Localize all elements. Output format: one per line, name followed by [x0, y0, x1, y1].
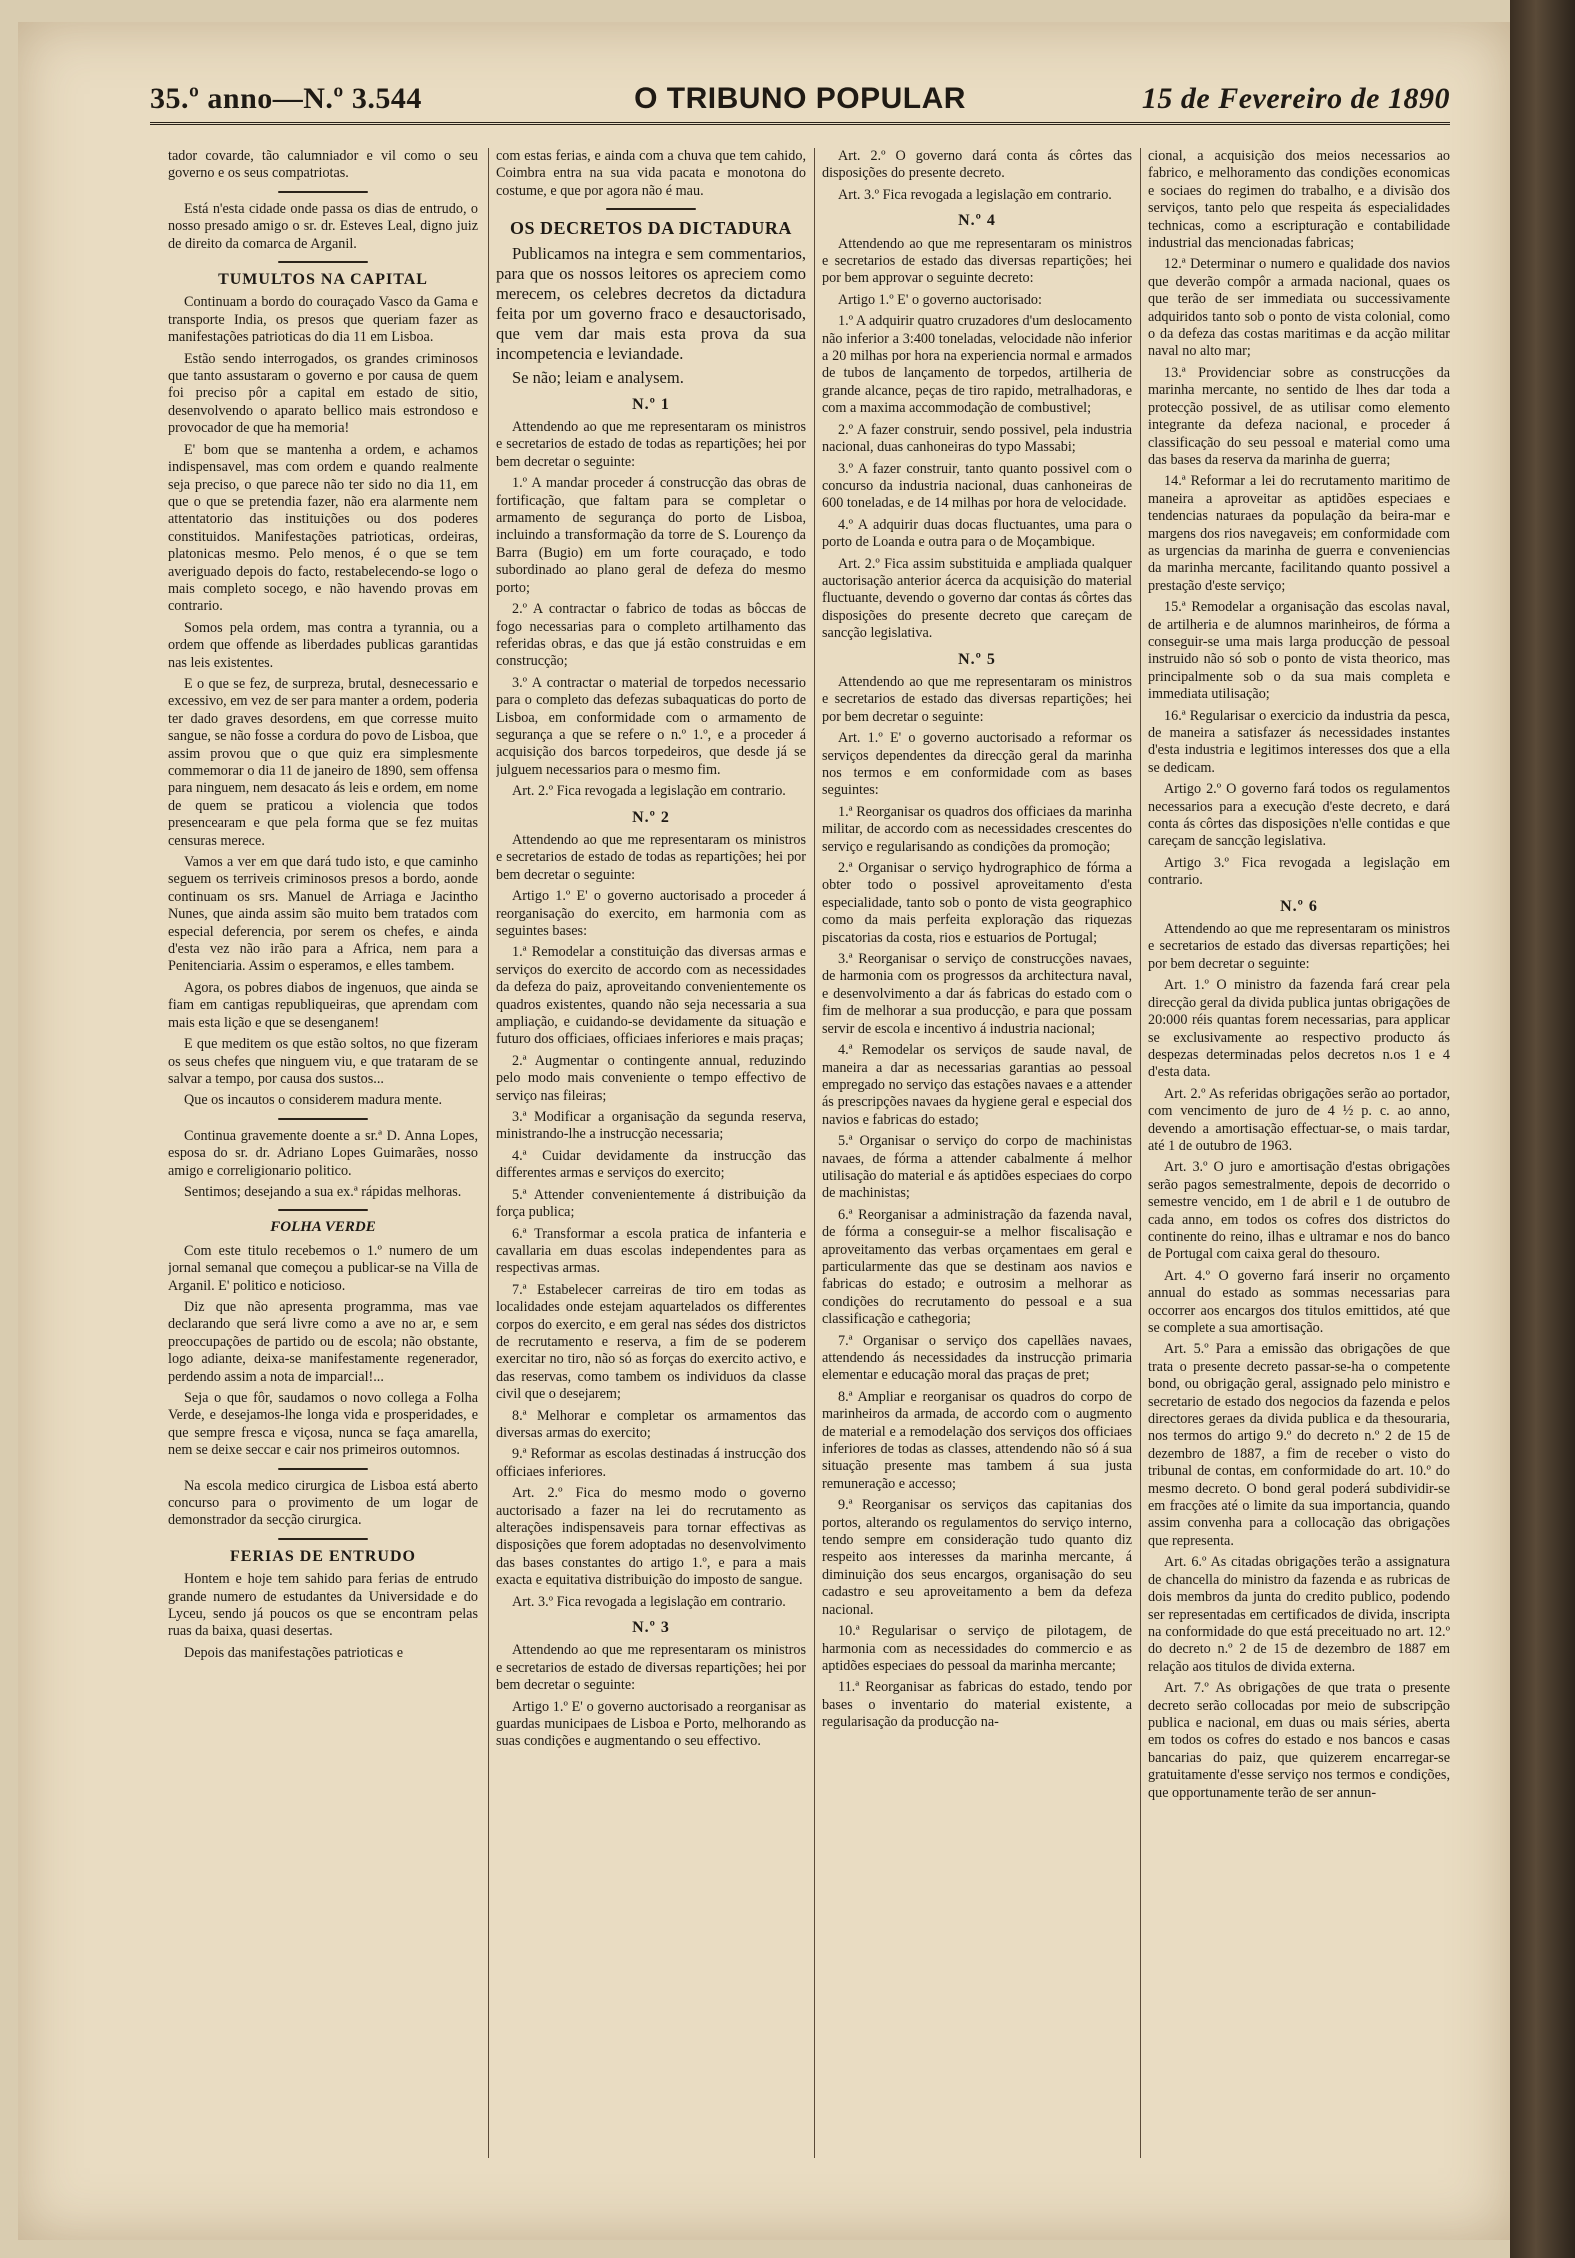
- paragraph: 1.ª Remodelar a constituição das diversas armas e serviços do exercito de accordo com as necessidades da defeza do paiz, aproveitando convenientemente os quadros existentes, quando não seja necessaria a sua ampliação, e cuidando-se devidamente da situação e futuro dos officiaes, officiaes inferiores e mais praças;: [496, 944, 806, 1048]
- decree-number: N.º 2: [632, 808, 670, 826]
- paragraph: Art. 2.º Fica do mesmo modo o governo auctorisado a fazer na lei do recrutamento as alterações indispensaveis para tornar effectivas as disposições que forem adoptadas no desenvolvimento das bases constantes do artigo 1.º, e para a mais exacta e equitativa distribuição do imposto de sangue.: [496, 1485, 806, 1589]
- paragraph: Art. 1.º O ministro da fazenda fará crear pela direcção geral da divida publica juntas obrigações de 20:000 réis quantas forem necessarias, para applicar se exclusivamente ao respectivo producto ás despezas determinadas pelos decretos n.os 1 e 4 d'esta data.: [1148, 977, 1450, 1081]
- divider: [606, 208, 696, 210]
- paragraph: 1.ª Reorganisar os quadros dos officiaes da marinha militar, de accordo com as necessidades crescentes do serviço e regularisando as condições da promoção;: [822, 803, 1132, 855]
- paragraph: Depois das manifestações patrioticas e: [184, 1644, 404, 1661]
- paragraph: Attendendo ao que me representaram os ministros e secretarios de estado das diversas repartições; hei por bem approvar o seguinte decreto:: [822, 235, 1132, 287]
- paragraph: 13.ª Providenciar sobre as construcções da marinha mercante, no sentido de lhes dar toda a protecção possivel, de as utilisar como elemento integrante da defeza nacional, e proceder á classificação do seu pessoal e material como uma das bases da reserva da marinha de guerra;: [1148, 364, 1450, 468]
- paragraph: tador covarde, tão calumniador e vil como o seu governo e os seus compatriotas.: [168, 148, 478, 182]
- paragraph: Agora, os pobres diabos de ingenuos, que ainda se fiam em cantigas republiqueiras, que aprendam com mais esta lição e que se desenganem!: [168, 979, 478, 1031]
- paragraph: Art. 7.º As obrigações de que trata o presente decreto serão collocadas por meio de subscripção publica e nacional, em duas ou mais séries, aberta em todos os cofres do estado e nos bancos e casas bancarias do paiz, que quizerem encarregar-se gratuitamente d'esse serviço nos termos e condições, que opportunamente terão de ser annun-: [1148, 1680, 1450, 1801]
- paragraph: Attendendo ao que me representaram os ministros e secretarios de estado de todas as repartições; hei por bem decretar o seguinte:: [496, 831, 806, 883]
- column-rule: [814, 148, 815, 2158]
- paragraph: 7.ª Organisar o serviço dos capellães navaes, attendendo ás necessidades da instrucção primaria elementar e educação moral das praças de pret;: [822, 1332, 1132, 1384]
- divider: [278, 261, 368, 263]
- paragraph: Diz que não apresenta programma, mas vae declarando que será livre como a ave no ar, e sem preoccupações de partido ou de escola; não obstante, logo adiante, deixa-se manifestamente regenerador, perdendo assim a nota de imparcial!...: [168, 1298, 478, 1385]
- paragraph: Art. 6.º As citadas obrigações terão a assignatura de chancella do ministro da fazenda e as rubricas de dois membros da junta do credito publico, podendo ser representadas em certificados de divida, inscripta na conformidade do que está preceituado no art. 12.º do decreto n.º 2 de 15 de dezembro de 1887 em relação aos titulos de divida externa.: [1148, 1554, 1450, 1675]
- divider: [278, 1468, 368, 1470]
- lead-paragraph: Se não; leiam e analysem.: [512, 367, 684, 387]
- paragraph: 11.ª Reorganisar as fabricas do estado, tendo por bases o inventario do material existente, a regularisação da producção na-: [822, 1679, 1132, 1731]
- paragraph: Art. 1.º E' o governo auctorisado a reformar os serviços dependentes da direcção geral da marinha nos termos e em conformidade com as bases seguintes:: [822, 730, 1132, 799]
- paragraph: Que os incautos o considerem madura mente.: [184, 1092, 443, 1109]
- lead-paragraph: Publicamos na integra e sem commentarios, para que os nossos leitores os apreciem como merecem, os celebres decretos da dictadura feita por um governo fraco e desauctorisado, que vem dar mais esta prova da sua incompetencia e leviandade.: [496, 243, 806, 363]
- paragraph: Está n'esta cidade onde passa os dias de entrudo, o nosso presado amigo o sr. dr. Esteves Leal, digno juiz de direito da comarca de Arganil.: [168, 200, 478, 252]
- column-4: [1148, 148, 1450, 2158]
- paragraph: 6.ª Reorganisar a administração da fazenda naval, de fórma a conseguir-se a melhor fiscalisação e aproveitamento das verbas orçamentaes em geral e particularmente das que se destinam aos navios e fabricas do estado; e outrosim a melhorar as condições do recrutamento do pessoal e a sua classificação e cathegoria;: [822, 1206, 1132, 1328]
- paragraph: Artigo 2.º O governo fará todos os regulamentos necessarios para a execução d'este decreto, e dará conta ás côrtes das disposições n'elle contidas e que careçam de sancção legislativa.: [1148, 781, 1450, 850]
- divider: [278, 191, 368, 193]
- paragraph: Artigo 3.º Fica revogada a legislação em contrario.: [1148, 854, 1450, 889]
- paragraph: cional, a acquisição dos meios necessarios ao fabrico, e melhoramento das condições economicas e sociaes do regimen do trabalho, e a divisão dos serviços, tanto pelo que respeita ás especialidades technicas, como a escripturação e contabilidade industrial das mencionadas fabricas;: [1148, 148, 1450, 252]
- paragraph: Art. 2.º As referidas obrigações serão ao portador, com vencimento de juro de 4 ½ p. c. ao anno, devendo a amortisação effectuar-se, o mais tardar, até 1 de outubro de 1963.: [1148, 1085, 1450, 1154]
- paragraph: 5.ª Attender convenientemente á distribuição da força publica;: [496, 1186, 806, 1221]
- decree-number: N.º 4: [958, 212, 996, 230]
- paragraph: 15.ª Remodelar a organisação das escolas naval, de artilheria e de alumnos marinheiros, de fórma a conseguir-se uma mais larga producção de pessoal instruido não só sob o ponto de vista theorico, mas principalmente sob o da sua mais completa e immediata utilisação;: [1148, 599, 1450, 703]
- paragraph: E o que se fez, de surpreza, brutal, desnecessario e excessivo, em vez de ser para manter a ordem, poderia ter dado graves desordens, em que corresse muito sangue, se não fosse a cordura do povo de Lisboa, que assim provou que o que quiz era simplesmente commemorar o dia 11 de janeiro de 1890, sem offensa para ninguem, nem desacato ás leis e ordem, em nome de quem se praticou a violencia que todos presencearam e que pela forma que se fez muitas censuras merece.: [168, 675, 478, 849]
- decree-number: N.º 5: [958, 650, 996, 668]
- article-heading: OS DECRETOS DA DICTADURA: [510, 218, 792, 239]
- paragraph: Attendendo ao que me representaram os ministros e secretarios de estado de todas as repartições; hei por bem decretar o seguinte:: [496, 419, 806, 470]
- paragraph: 14.ª Reformar a lei do recrutamento maritimo de maneira a aproveitar as aptidões especiaes e tendencias naturaes da população da beira-mar e margens dos rios navegaveis; em conformidade com as urgencias da marinha de guerra e conveniencias da marinha mercante, facilitando quanto possivel a prestação d'este serviço;: [1148, 473, 1450, 594]
- paragraph: 3.ª Reorganisar o serviço de construcções navaes, de harmonia com os progressos da architectura naval, e desenvolvimento a dar ás fabricas do estado com o fim de melhorar a sua producção, e para que possam servir de escola e incentivo á industria nacional;: [822, 951, 1132, 1037]
- paragraph: 10.ª Regularisar o serviço de pilotagem, de harmonia com as necessidades do commercio e as aptidões especiaes do pessoal da marinha mercante;: [822, 1623, 1132, 1674]
- paragraph: E que meditem os que estão soltos, no que fizeram os seus chefes que ninguem viu, e que trataram de se salvar a tempo, por causa dos sustos...: [168, 1036, 478, 1087]
- paragraph: 5.ª Organisar o serviço do corpo de machinistas navaes, de fórma a attender cabalmente á melhor utilisação do material e ás aptidões especiaes do corpo de machinistas;: [822, 1133, 1132, 1202]
- column-rule: [488, 148, 489, 2158]
- paragraph: Attendendo ao que me representaram os ministros e secretarios de estado das diversas repartições; hei por bem decretar o seguinte:: [822, 673, 1132, 725]
- newspaper-title: O TRIBUNO POPULAR: [634, 82, 966, 115]
- paragraph: 9.ª Reorganisar os serviços das capitanias dos portos, alterando os regulamentos do serviço interno, tendo sempre em consideração tudo quanto diz respeito aos interesses da marinha mercante, á diminuição dos seus encargos, organisação do seu cadastro e seu aproveitamento a bem da defeza nacional.: [822, 1497, 1132, 1618]
- column-3: [822, 148, 1132, 2158]
- column-rule: [1140, 148, 1141, 2158]
- decree-number: N.º 3: [632, 1619, 670, 1637]
- paragraph: 2.º A fazer construir, sendo possivel, pela industria nacional, duas canhoneiras do typo Massabi;: [822, 421, 1132, 456]
- issue-number: 35.º anno—N.º 3.544: [150, 82, 422, 115]
- paragraph: Art. 2.º Fica assim substituida e ampliada qualquer auctorisação anterior ácerca da acquisição do material fluctuante, devendo o governo dar contas ás côrtes das disposições do presente decreto que careçam de sancção legislativa.: [822, 555, 1132, 642]
- paragraph: 3.º A fazer construir, tanto quanto possivel com o concurso da industria nacional, duas canhoneiras de 600 toneladas, e de 14 milhas por hora de velocidade.: [822, 460, 1132, 512]
- paragraph: Art. 3.º O juro e amortisação d'estas obrigações serão pagos semestralmente, depois de decorrido o semestre vencido, em 1 de abril e 1 de outubro de cada anno, em todos os cofres dos districtos do continente do reino, ilhas e ultramar e nos do banco de Portugal com caixa geral do thesouro.: [1148, 1159, 1450, 1263]
- paragraph: com estas ferias, e ainda com a chuva que tem cahido, Coimbra entra na sua vida pacata e monotona do costume, e que por agora não é mau.: [496, 148, 806, 199]
- divider: [278, 1538, 368, 1540]
- article-heading: FERIAS DE ENTRUDO: [230, 1547, 416, 1565]
- paragraph: 4.ª Remodelar os serviços de saude naval, de maneira a dar as necessarias garantias ao pessoal empregado no serviço das estações navaes e a attender ás prescripções navaes da hygiene geral e especial dos navios e fabricas do estado;: [822, 1042, 1132, 1128]
- paragraph: Estão sendo interrogados, os grandes criminosos que tanto assustaram o governo e por causa de quem foi preciso pôr a capital em estado de sitio, desenvolvendo o aparato bellico mais estrondoso e provocador de que ha memoria!: [168, 350, 478, 437]
- paragraph: 16.ª Regularisar o exercicio da industria da pesca, de maneira a satisfazer ás necessidades instantes d'esta industria e legitimos interesses dos que a ella se dedicam.: [1148, 707, 1450, 776]
- paragraph: 9.ª Reformar as escolas destinadas á instrucção dos officiaes inferiores.: [496, 1446, 806, 1480]
- paragraph: Attendendo ao que me representaram os ministros e secretarios de estado das diversas repartições; hei por bem decretar o seguinte:: [1148, 921, 1450, 972]
- masthead: [150, 82, 1450, 125]
- paragraph: 8.ª Ampliar e reorganisar os quadros do corpo de marinheiros da armada, de accordo com o augmento de material e a remodelação dos serviços dos officiaes inferiores de todas as classes, attendendo não só á sua situação presente mas tambem á sua justa remuneração e accesso;: [822, 1388, 1132, 1492]
- paragraph: 6.ª Transformar a escola pratica de infanteria e cavallaria em duas escolas independentes para as respectivas armas.: [496, 1225, 806, 1277]
- paragraph: 3.º A contractar o material de torpedos necessario para o completo das defezas subaquaticas do porto de Lisboa, em conformidade com o armamento de segurança a que se refere o n.º 1.º, e a proceder á acquisição dos barcos torpedeiros, que desde já se julguem necessarios para o mesmo fim.: [496, 674, 806, 778]
- column-2: [496, 148, 806, 2158]
- paragraph: Com este titulo recebemos o 1.º numero de um jornal semanal que começou a publicar-se na Villa de Arganil. E' politico e noticioso.: [168, 1242, 478, 1294]
- paragraph: 2.ª Organisar o serviço hydrographico de fórma a obter todo o possivel aproveitamento d'esta especialidade, tanto sob o ponto de vista geographico como da mais perfeita exploração das riquezas piscatorias da costa, rios e estuarios de Portugal;: [822, 860, 1132, 946]
- paragraph: Hontem e hoje tem sahido para ferias de entrudo grande numero de estudantes da Universidade e do Lyceu, sendo já poucos os que se encontram pelas ruas da baixa, quasi desertas.: [168, 1571, 478, 1640]
- article-heading: FOLHA VERDE: [270, 1219, 376, 1236]
- paragraph: Somos pela ordem, mas contra a tyrannia, ou a ordem que offende as liberdades publicas garantidas nas leis existentes.: [168, 619, 478, 671]
- paragraph: Artigo 1.º E' o governo auctorisado:: [838, 291, 1042, 308]
- paragraph: 2.º A contractar o fabrico de todas as bôccas de fogo necessarias para o completo artilhamento das referidas obras, e das que já estão construidas e em construcção;: [496, 601, 806, 670]
- paragraph: Na escola medico cirurgica de Lisboa está aberto concurso para o provimento de um logar de demonstrador da secção cirurgica.: [168, 1477, 478, 1529]
- divider: [278, 1118, 368, 1120]
- paragraph: Vamos a ver em que dará tudo isto, e que caminho seguem os terriveis criminosos presos a bordo, aonde continuam os srs. Manuel de Arriaga e Jacintho Nunes, que ainda assim são muito bem tratados com especial deferencia, por serem os chefes, e ainda d'esta vez não irão para a Africa, nem para a Penitenciaria. Assim o esperamos, e elles tambem.: [168, 854, 478, 975]
- paragraph: Art. 5.º Para a emissão das obrigações de que trata o presente decreto passar-se-ha o competente bond, ou obrigação geral, assignado pelo ministro e secretario de estado dos negocios da fazenda e pelos directores geraes da divida publica e da thesouraria, nos termos do artigo 9.º do decreto n.º 2 de 15 de dezembro de 1887, a fim de receber o visto do tribunal de contas, em conformidade do art. 10.º do mesmo decreto. O bond geral poderá subdividir-se em fracções até o limite da sua importancia, quando assim convenha para a collocação das obrigações que representa.: [1148, 1341, 1450, 1549]
- page-binding-edge: [1510, 0, 1575, 2258]
- decree-number: N.º 1: [632, 395, 670, 413]
- paragraph: Art. 2.º Fica revogada a legislação em contrario.: [512, 783, 786, 800]
- paragraph: Art. 3.º Fica revogada a legislação em contrario.: [512, 1593, 786, 1610]
- paragraph: Art. 2.º O governo dará conta ás côrtes das disposições do presente decreto.: [822, 148, 1132, 182]
- paragraph: 3.ª Modificar a organisação da segunda reserva, ministrando-lhe a instrucção necessaria;: [496, 1109, 806, 1143]
- paragraph: 1.º A adquirir quatro cruzadores d'um deslocamento não inferior a 3:400 toneladas, velocidade não inferior a 20 milhas por hora na experiencia normal e armados de tubos de lançamento de torpedos, artilheria de grande alcance, peças de tiro rapido, metralhadoras, e com a maxima accommodação de combustivel;: [822, 313, 1132, 417]
- article-heading: TUMULTOS NA CAPITAL: [218, 271, 428, 289]
- paragraph: Continuam a bordo do couraçado Vasco da Gama e transporte India, os presos que queriam fazer as manifestações patrioticas do dia 11 em Lisboa.: [168, 294, 478, 346]
- column-1: [168, 148, 478, 2158]
- decree-number: N.º 6: [1280, 897, 1318, 915]
- paragraph: Continua gravemente doente a sr.ª D. Anna Lopes, esposa do sr. dr. Adriano Lopes Guimarães, nosso amigo e correligionario politico.: [168, 1127, 478, 1179]
- divider: [278, 1209, 368, 1211]
- paragraph: 4.ª Cuidar devidamente da instrucção das differentes armas e serviços do exercito;: [496, 1147, 806, 1182]
- issue-date: 15 de Fevereiro de 1890: [1141, 82, 1450, 115]
- paragraph: 12.ª Determinar o numero e qualidade dos navios que deverão compôr a armada nacional, quaes os que terão de ser immediata ou successivamente adquiridos tanto sob o ponto de vista colonial, como o da defeza das costas maritimas e da acção militar naval no alto mar;: [1148, 256, 1450, 360]
- paragraph: Art. 3.º Fica revogada a legislação em contrario.: [838, 186, 1112, 203]
- paragraph: 7.ª Estabelecer carreiras de tiro em todas as localidades onde estejam aquartelados os differentes corpos do exercito, e em geral nas sédes dos districtos de recrutamento e reserva, a fim de se poderem exercitar no tiro, não só as forças do exercito activo, e das reservas, como tambem os individuos da classe civil que o desejarem;: [496, 1281, 806, 1403]
- paragraph: Artigo 1.º E' o governo auctorisado a proceder á reorganisação do exercito, em harmonia com as seguintes bases:: [496, 888, 806, 939]
- paragraph: Art. 4.º O governo fará inserir no orçamento annual do estado as sommas necessarias para occorrer aos encargos dos titulos emittidos, até que se complete a sua amortisação.: [1148, 1267, 1450, 1336]
- paragraph: Attendendo ao que me representaram os ministros e secretarios de estado de diversas repartições; hei por bem decretar o seguinte:: [496, 1642, 806, 1694]
- paragraph: 8.ª Melhorar e completar os armamentos das diversas armas do exercito;: [496, 1407, 806, 1441]
- paragraph: E' bom que se mantenha a ordem, e achamos indispensavel, mas com ordem e quando realmente seja preciso, o que parece não ter sido no dia 11, em que o que se pretendia fazer, não era alarmente nem attentatorio das instituições ou dos poderes constituidos. Manifestações patrioticas, ordeiras, platonicas mesmo. Pelo menos, é o que se tem averiguado depois do facto, restabelecendo-se logo o mais completo socego, e não havendo provas em contrario.: [168, 441, 478, 615]
- paragraph: 1.º A mandar proceder á construcção das obras de fortificação, que faltam para se completar o armamento de segurança do porto de Lisboa, incluindo a transformação da torre de S. Lourenço da Barra (Bugio) em um forte couraçado, e todo subordinado ao plano geral de defeza do mesmo porto;: [496, 475, 806, 596]
- paragraph: 4.º A adquirir duas docas fluctuantes, uma para o porto de Loanda e outra para o de Moçambique.: [822, 516, 1132, 551]
- paragraph: Seja o que fôr, saudamos o novo collega a Folha Verde, e desejamos-lhe longa vida e prosperidades, e que sempre fresca e viçosa, nunca se faça amarella, nem se deixe seccar e cair nos primeiros outomnos.: [168, 1390, 478, 1459]
- paragraph: Sentimos; desejando a sua ex.ª rápidas melhoras.: [184, 1183, 462, 1200]
- paragraph: Artigo 1.º E' o governo auctorisado a reorganisar as guardas municipaes de Lisboa e Porto, melhorando as suas condições e augmentando o seu effectivo.: [496, 1698, 806, 1750]
- paragraph: 2.ª Augmentar o contingente annual, reduzindo pelo modo mais conveniente o tempo effectivo de serviço nas fileiras;: [496, 1052, 806, 1104]
